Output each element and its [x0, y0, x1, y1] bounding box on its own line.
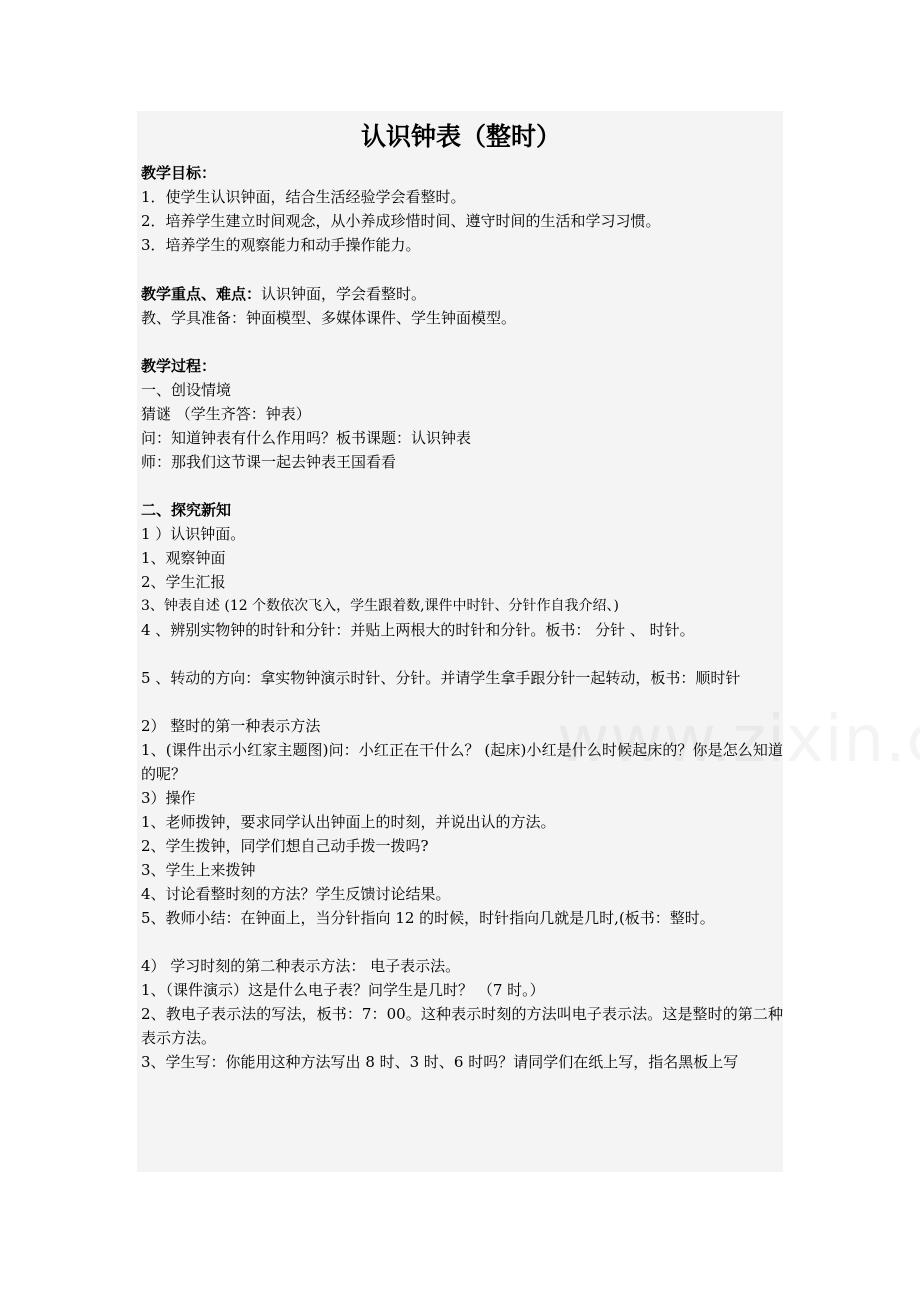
part2-line-8: 1、(课件出示小红家主题图)问：小红正在干什么？ (起床)小红是什么时候起床的？你是怎么知道的呢？: [141, 741, 783, 783]
prep-line: 教、学具准备：钟面模型、多媒体课件、学生钟面模型。: [141, 309, 517, 327]
part1-line-2: 问：知道钟表有什么作用吗？板书课题：认识钟表: [141, 429, 472, 447]
key-points: [141, 282, 783, 306]
part2-line-7: 2） 整时的第一种表示方法: [141, 717, 321, 735]
part2-line-3: 2、学生汇报: [141, 573, 226, 591]
key-points-label: 教学重点、难点：: [141, 285, 262, 303]
goal-item-3: 3．培养学生的观察能力和动手操作能力。: [141, 236, 421, 254]
part2-line-9: 3）操作: [141, 789, 196, 807]
part2-line-18: 3、学生写：你能用这种方法写出 8 时、3 时、6 时吗？请同学们在纸上写，指名黑板上写: [141, 1053, 739, 1071]
part2-line-12: 3、学生上来拨钟: [141, 861, 256, 879]
part2-line-15: 4） 学习时刻的第二种表示方法： 电子表示法。: [141, 957, 461, 975]
part1-heading: 一、创设情境: [141, 381, 232, 399]
part2-line-5: 4 、辨别实物钟的时针和分针：并贴上两根大的时针和分针。板书： 分针 、 时针。: [141, 621, 695, 639]
part1-line-1: 猜谜 （学生齐答：钟表）: [141, 405, 311, 423]
part2-line-17: 2、教电子表示法的写法，板书：7：00。这种表示时刻的方法叫电子表示法。这是整时的第二种表示方法。: [141, 1005, 783, 1047]
part2-heading: 二、探究新知: [141, 501, 232, 519]
key-points-text: 认识钟面，学会看整时。: [261, 285, 427, 303]
part2-line-2: 1、观察钟面: [141, 549, 226, 567]
part2-line-14: 5、教师小结：在钟面上，当分针指向 12 的时候，时针指向几就是几时,(板书：整时。: [141, 909, 715, 927]
document-page: [137, 111, 783, 1172]
part2-line-4: 3、钟表自述 (12 个数依次飞入，学生跟着数,课件中时针、分针作自我介绍、): [141, 598, 619, 614]
part2-line-6: 5 、转动的方向：拿实物钟演示时针、分针。并请学生拿手跟分针一起转动，板书：顺时针: [141, 669, 741, 687]
goals-heading: 教学目标：: [141, 164, 217, 182]
part2-line-11: 2、学生拨钟，同学们想自己动手拨一拨吗?: [141, 837, 429, 855]
part2-line-13: 4、讨论看整时刻的方法？学生反馈讨论结果。: [141, 885, 451, 903]
goal-item-1: 1．使学生认识钟面，结合生活经验学会看整时。: [141, 188, 466, 206]
part2-line-16: 1、（课件演示）这是什么电子表？问学生是几时？ （7 时。）: [141, 981, 545, 999]
part1-line-3: 师：那我们这节课一起去钟表王国看看: [141, 453, 397, 471]
document-title: 认识钟表（整时）: [360, 122, 561, 151]
part2-line-1: 1 ）认识钟面。: [141, 525, 246, 543]
part2-line-10: 1、老师拨钟，要求同学认出钟面上的时刻，并说出认的方法。: [141, 813, 556, 831]
process-heading: 教学过程：: [141, 357, 217, 375]
goal-item-2: 2．培养学生建立时间观念，从小养成珍惜时间、遵守时间的生活和学习习惯。: [141, 212, 661, 230]
